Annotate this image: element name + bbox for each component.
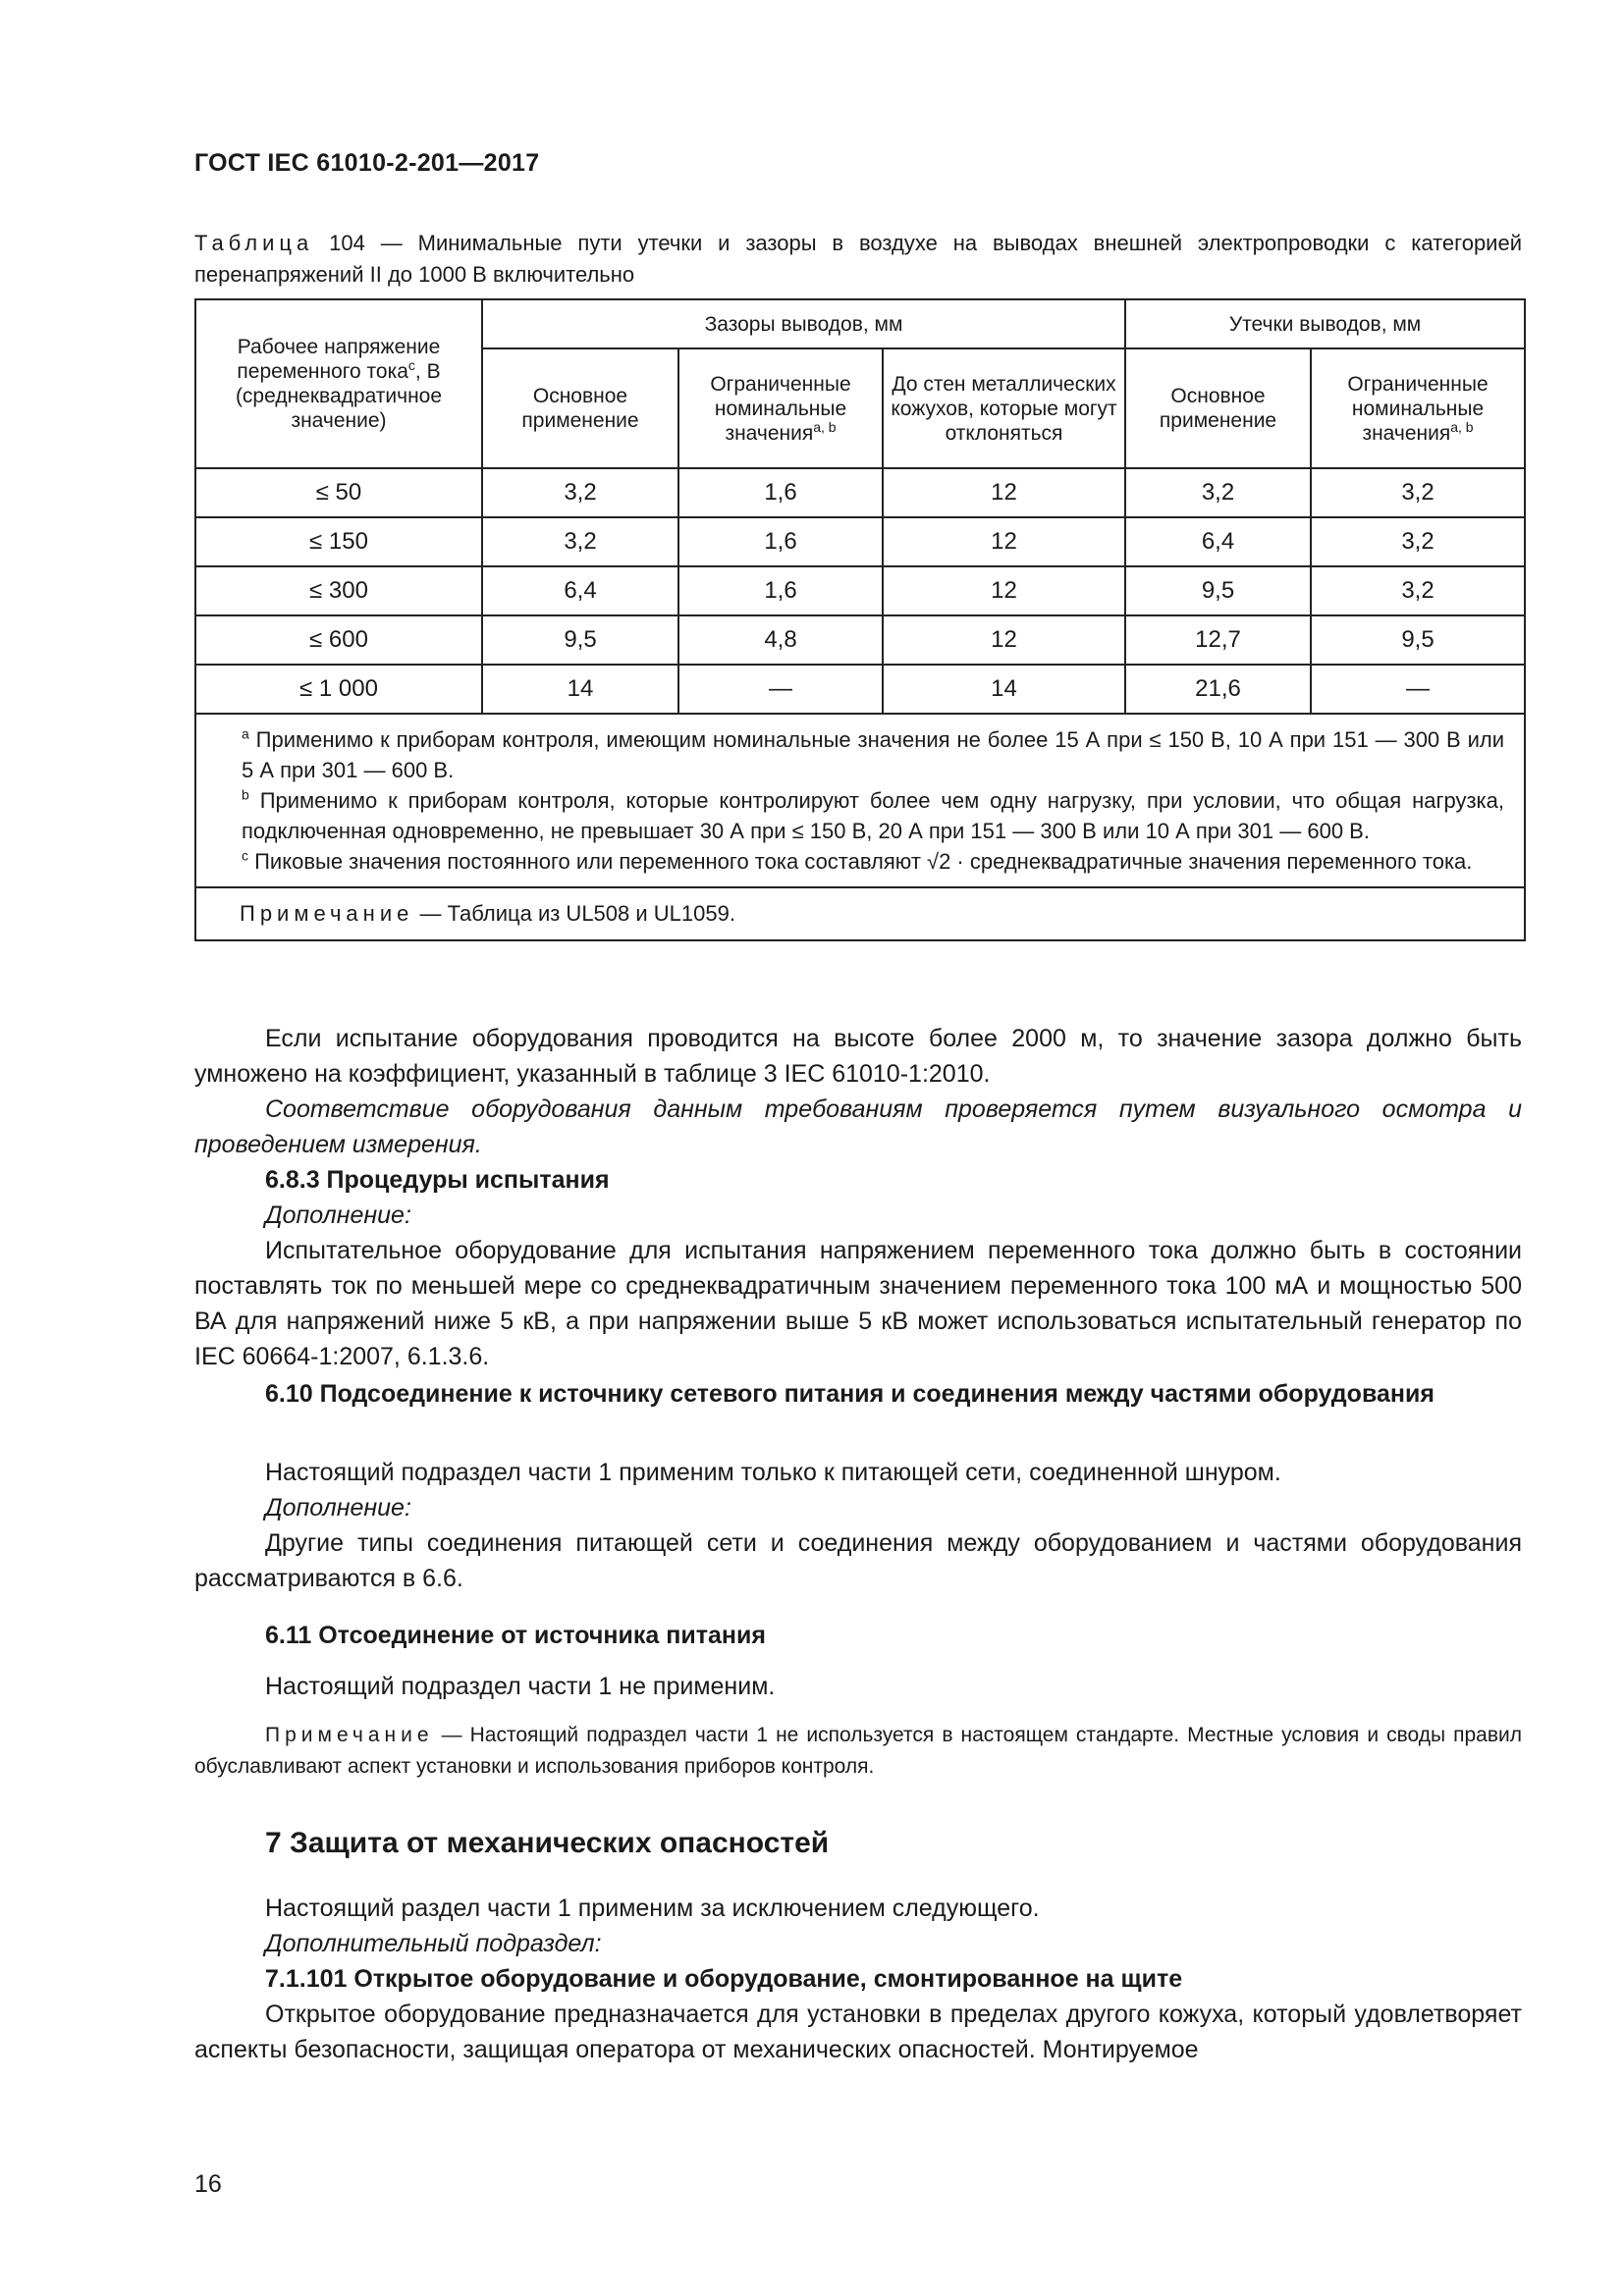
- page-number: 16: [194, 2170, 222, 2198]
- col-header-basic-creepage: Основное применение: [1125, 348, 1311, 468]
- section-7-addition: Дополнительный подраздел:: [265, 1930, 602, 1957]
- table-cell: 9,5: [482, 615, 678, 665]
- clearance-table: [194, 298, 1526, 941]
- footnote-b: $^b$ Применимо к приборам контроля, которые контролируют более чем одну нагрузку, при условии, что общая нагрузка, подключенная одновременно, не превышает 30 А при ≤ 150 В, 20 А при 151 — 300 В или 10 А при 301 — 600 В.: [242, 786, 1505, 843]
- table-cell: 1,6: [678, 468, 883, 517]
- col-header-limited: Ограниченные номинальные значения$^{a, b}$: [678, 348, 883, 468]
- table-cell: 1,6: [678, 566, 883, 615]
- footnote-c: $^c$ Пиковые значения постоянного или переменного тока составляют √2 · среднеквадратичные значения переменного тока.: [242, 847, 1473, 874]
- section-6-8-3-title: 6.8.3 Процедуры испытания: [265, 1166, 610, 1194]
- section-7-1-101-title: 7.1.101 Открытое оборудование и оборудование, смонтированное на щите: [265, 1965, 1183, 1993]
- section-7: [194, 1826, 1522, 1861]
- note-text: — Настоящий подраздел части 1 не используется в настоящем стандарте. Местные условия и своды правил обуславливают аспект установки и использования приборов контроля.: [194, 1724, 1522, 1778]
- table-cell: 4,8: [678, 615, 883, 665]
- table-cell: 14: [883, 665, 1125, 714]
- paragraph-altitude: Если испытание оборудования проводится на высоте более 2000 м, то значение зазора должно быть умножено на коэффициент, указанный в таблице 3 IEC 61010-1:2010.: [194, 1025, 1522, 1088]
- table-cell: ≤ 150: [195, 517, 482, 566]
- section-6-10-p1: Настоящий подраздел части 1 применим только к питающей сети, соединенной шнуром.: [265, 1459, 1281, 1486]
- section-6-8-3-addition: Дополнение:: [265, 1201, 411, 1229]
- table-footnotes: [195, 714, 1525, 887]
- table-cell: 9,5: [1311, 615, 1525, 665]
- table-cell: 21,6: [1125, 665, 1311, 714]
- table-cell: 6,4: [482, 566, 678, 615]
- table-cell: ≤ 50: [195, 468, 482, 517]
- section-6-10: [194, 1376, 1522, 1412]
- table-cell: 9,5: [1125, 566, 1311, 615]
- table-cell: 1,6: [678, 517, 883, 566]
- table-row: [195, 468, 1525, 517]
- table-caption-prefix: Таблица: [194, 231, 314, 255]
- table-row: [195, 517, 1525, 566]
- section-6-11-title: 6.11 Отсоединение от источника питания: [265, 1622, 766, 1649]
- section-6-11-body: [194, 1669, 1522, 1704]
- col-group-creepage: Утечки выводов, мм: [1125, 299, 1525, 348]
- table-row: [195, 615, 1525, 665]
- col-header-voltage: Рабочее напряжение переменного тока$^c$, В (среднеквадратичное значение): [195, 299, 482, 468]
- table-cell: 6,4: [1125, 517, 1311, 566]
- table-cell: 3,2: [482, 517, 678, 566]
- table-caption-text: 104 — Минимальные пути утечки и зазоры в воздухе на выводах внешней электропроводки с категорией перенапряжений II до 1000 В включительно: [194, 231, 1522, 287]
- table-cell: 12: [883, 468, 1125, 517]
- col-header-limited-creepage: Ограниченные номинальные значения$^{a, b}$: [1311, 348, 1525, 468]
- col-group-clearance: Зазоры выводов, мм: [482, 299, 1125, 348]
- table-cell: 12: [883, 615, 1125, 665]
- note-prefix: Примечание: [265, 1724, 434, 1746]
- section-6-10-body: [194, 1455, 1522, 1596]
- table-note-row: [195, 887, 1525, 940]
- table-cell: ≤ 600: [195, 615, 482, 665]
- section-6-10-p2: Другие типы соединения питающей сети и соединения между оборудованием и частями оборудования рассматриваются в 6.6.: [194, 1529, 1522, 1592]
- section-6-10-addition: Дополнение:: [265, 1494, 411, 1522]
- table-caption: [194, 228, 1522, 291]
- footnote-a: $^a$ Применимо к приборам контроля, имеющим номинальные значения не более 15 А при ≤ 150 В, 10 А при 151 — 300 В или 5 А при 301 — 600 В.: [242, 725, 1505, 782]
- col-header-basic: Основное применение: [482, 348, 678, 468]
- section-7-1-101-text: Открытое оборудование предназначается для установки в пределах другого кожуха, который удовлетворяет аспекты безопасности, защищая оператора от механических опасностей. Монтируемое: [194, 2001, 1522, 2063]
- section-6-8-3-text: Испытательное оборудование для испытания напряжением переменного тока должно быть в состоянии поставлять ток по меньшей мере со среднеквадратичным значением переменного тока 100 мА и мощностью 500 ВА для напряжений ниже 5 кВ, а при напряжении выше 5 кВ может использоваться испытательный генератор по IEC 60664-1:2007, 6.1.3.6.: [194, 1237, 1522, 1370]
- section-7-body: [194, 1891, 1522, 2067]
- paragraph-compliance: Соответствие оборудования данным требованиям проверяется путем визуального осмотра и проведением измерения.: [194, 1095, 1522, 1158]
- col-header-walls: До стен металлических кожухов, которые могут отклоняться: [883, 348, 1125, 468]
- table-cell: 3,2: [1311, 566, 1525, 615]
- table-row: [195, 665, 1525, 714]
- table-cell: 12,7: [1125, 615, 1311, 665]
- section-6-11: [194, 1618, 1522, 1653]
- table-cell: ≤ 300: [195, 566, 482, 615]
- section-7-title: 7 Защита от механических опасностей: [265, 1827, 830, 1859]
- document-header: ГОСТ IEC 61010-2-201—2017: [194, 149, 540, 177]
- section-7-p1: Настоящий раздел части 1 применим за исключением следующего.: [265, 1895, 1040, 1922]
- body-text-block-1: [194, 1021, 1522, 1374]
- table-row: [195, 566, 1525, 615]
- table-cell: 3,2: [1311, 468, 1525, 517]
- table-cell: —: [678, 665, 883, 714]
- table-cell: 3,2: [1311, 517, 1525, 566]
- section-6-10-title: 6.10 Подсоединение к источнику сетевого питания и соединения между частями оборудования: [265, 1380, 1435, 1408]
- table-footnotes-row: [195, 714, 1525, 887]
- table-note: Примечание — Таблица из UL508 и UL1059.: [195, 887, 1525, 940]
- table-cell: 14: [482, 665, 678, 714]
- section-6-11-note: [194, 1720, 1522, 1783]
- table-cell: —: [1311, 665, 1525, 714]
- table-cell: 3,2: [1125, 468, 1311, 517]
- table-cell: 12: [883, 566, 1125, 615]
- section-6-11-p1: Настоящий подраздел части 1 не применим.: [265, 1673, 776, 1700]
- table-cell: 3,2: [482, 468, 678, 517]
- table-cell: 12: [883, 517, 1125, 566]
- table-cell: ≤ 1 000: [195, 665, 482, 714]
